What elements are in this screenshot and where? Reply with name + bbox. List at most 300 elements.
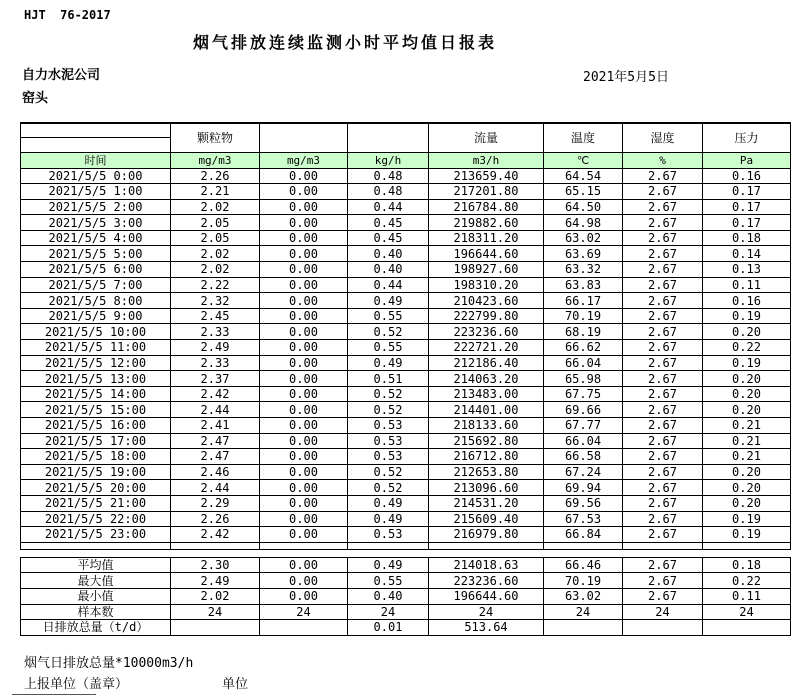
value-cell: 214531.20 — [429, 495, 544, 511]
value-cell: 65.98 — [544, 371, 623, 387]
empty-cell — [21, 542, 171, 549]
value-cell: 2.67 — [623, 230, 703, 246]
summary-label-cell: 最小值 — [21, 588, 171, 604]
value-cell: 2.67 — [623, 402, 703, 418]
col-header-particulate: 颗粒物 — [171, 123, 260, 152]
summary-value-cell — [703, 620, 791, 636]
value-cell: 0.19 — [703, 308, 791, 324]
time-cell: 2021/5/5 18:00 — [21, 449, 171, 465]
summary-label-cell: 样本数 — [21, 604, 171, 620]
time-cell: 2021/5/5 0:00 — [21, 168, 171, 184]
time-cell: 2021/5/5 19:00 — [21, 464, 171, 480]
summary-row — [21, 557, 791, 573]
value-cell: 0.55 — [348, 340, 429, 356]
value-cell: 218133.60 — [429, 418, 544, 434]
summary-row — [21, 604, 791, 620]
value-cell: 0.22 — [703, 340, 791, 356]
time-cell: 2021/5/5 12:00 — [21, 355, 171, 371]
time-cell: 2021/5/5 3:00 — [21, 215, 171, 231]
empty-cell — [260, 542, 348, 549]
summary-value-cell: 0.00 — [260, 573, 348, 589]
table-row — [21, 449, 791, 465]
table-row — [21, 277, 791, 293]
value-cell: 222721.20 — [429, 340, 544, 356]
unit-label: 单位 — [222, 677, 249, 692]
value-cell: 2.42 — [171, 386, 260, 402]
value-cell: 0.52 — [348, 402, 429, 418]
table-row — [21, 215, 791, 231]
empty-cell — [429, 542, 544, 549]
time-cell: 2021/5/5 2:00 — [21, 199, 171, 215]
value-cell: 2.67 — [623, 418, 703, 434]
value-cell: 69.56 — [544, 495, 623, 511]
value-cell: 0.00 — [260, 199, 348, 215]
value-cell: 0.20 — [703, 495, 791, 511]
summary-value-cell — [171, 620, 260, 636]
value-cell: 66.04 — [544, 433, 623, 449]
summary-value-cell: 513.64 — [429, 620, 544, 636]
doc-standard-code: HJT 76-2017 — [24, 8, 111, 22]
value-cell: 2.05 — [171, 215, 260, 231]
value-cell: 63.02 — [544, 230, 623, 246]
unit-celsius: ℃ — [544, 152, 623, 168]
col-header-temperature: 温度 — [544, 123, 623, 152]
value-cell: 0.55 — [348, 308, 429, 324]
value-cell: 198927.60 — [429, 262, 544, 278]
value-cell: 215609.40 — [429, 511, 544, 527]
value-cell: 0.49 — [348, 511, 429, 527]
time-cell: 2021/5/5 23:00 — [21, 527, 171, 543]
value-cell: 0.00 — [260, 308, 348, 324]
value-cell: 2.21 — [171, 184, 260, 200]
value-cell: 0.44 — [348, 199, 429, 215]
value-cell: 2.47 — [171, 449, 260, 465]
value-cell: 0.20 — [703, 386, 791, 402]
value-cell: 0.00 — [260, 262, 348, 278]
empty-row — [21, 542, 791, 549]
value-cell: 0.19 — [703, 527, 791, 543]
value-cell: 216784.80 — [429, 199, 544, 215]
summary-value-cell: 2.30 — [171, 557, 260, 573]
empty-cell — [623, 542, 703, 549]
time-header-bottom-cell — [21, 137, 171, 152]
value-cell: 0.00 — [260, 246, 348, 262]
value-cell: 64.98 — [544, 215, 623, 231]
value-cell: 2.67 — [623, 262, 703, 278]
summary-value-cell: 0.55 — [348, 573, 429, 589]
value-cell: 2.67 — [623, 386, 703, 402]
value-cell: 2.26 — [171, 168, 260, 184]
time-cell: 2021/5/5 21:00 — [21, 495, 171, 511]
summary-value-cell: 2.67 — [623, 573, 703, 589]
value-cell: 2.67 — [623, 308, 703, 324]
table-row — [21, 340, 791, 356]
value-cell: 198310.20 — [429, 277, 544, 293]
value-cell: 63.83 — [544, 277, 623, 293]
value-cell: 63.69 — [544, 246, 623, 262]
time-cell: 2021/5/5 7:00 — [21, 277, 171, 293]
value-cell: 2.29 — [171, 495, 260, 511]
value-cell: 0.48 — [348, 168, 429, 184]
value-cell: 68.19 — [544, 324, 623, 340]
value-cell: 214063.20 — [429, 371, 544, 387]
value-cell: 2.49 — [171, 340, 260, 356]
value-cell: 2.02 — [171, 199, 260, 215]
value-cell: 2.22 — [171, 277, 260, 293]
table-row — [21, 495, 791, 511]
empty-cell — [544, 542, 623, 549]
time-header-top-cell — [21, 123, 171, 137]
value-cell: 66.17 — [544, 293, 623, 309]
value-cell: 0.52 — [348, 386, 429, 402]
value-cell: 214401.00 — [429, 402, 544, 418]
table-row — [21, 464, 791, 480]
value-cell: 2.02 — [171, 262, 260, 278]
value-cell: 2.67 — [623, 168, 703, 184]
time-cell: 2021/5/5 4:00 — [21, 230, 171, 246]
summary-value-cell: 63.02 — [544, 588, 623, 604]
value-cell: 0.00 — [260, 480, 348, 496]
table-row — [21, 480, 791, 496]
value-cell: 0.20 — [703, 480, 791, 496]
value-cell: 2.46 — [171, 464, 260, 480]
time-cell: 2021/5/5 15:00 — [21, 402, 171, 418]
value-cell: 212653.80 — [429, 464, 544, 480]
value-cell: 196644.60 — [429, 246, 544, 262]
value-cell: 69.66 — [544, 402, 623, 418]
value-cell: 0.00 — [260, 449, 348, 465]
value-cell: 2.67 — [623, 433, 703, 449]
value-cell: 2.67 — [623, 449, 703, 465]
value-cell: 0.40 — [348, 246, 429, 262]
summary-row — [21, 588, 791, 604]
value-cell: 222799.80 — [429, 308, 544, 324]
value-cell: 213483.00 — [429, 386, 544, 402]
station-name: 窑头 — [22, 91, 49, 106]
time-column-label: 时间 — [21, 152, 171, 168]
value-cell: 216979.80 — [429, 527, 544, 543]
value-cell: 0.20 — [703, 371, 791, 387]
value-cell: 2.33 — [171, 355, 260, 371]
value-cell: 0.00 — [260, 215, 348, 231]
summary-value-cell: 0.49 — [348, 557, 429, 573]
summary-value-cell: 2.49 — [171, 573, 260, 589]
value-cell: 0.53 — [348, 433, 429, 449]
value-cell: 0.14 — [703, 246, 791, 262]
table-row — [21, 402, 791, 418]
value-cell: 0.53 — [348, 418, 429, 434]
value-cell: 66.62 — [544, 340, 623, 356]
value-cell: 0.17 — [703, 199, 791, 215]
summary-value-cell: 66.46 — [544, 557, 623, 573]
empty-cell — [703, 542, 791, 549]
table-row — [21, 371, 791, 387]
summary-value-cell: 24 — [703, 604, 791, 620]
col-header-blank-1 — [260, 123, 348, 152]
value-cell: 0.40 — [348, 262, 429, 278]
value-cell: 2.67 — [623, 277, 703, 293]
company-name: 自力水泥公司 — [22, 68, 101, 83]
unit-mg-m3-2: mg/m3 — [260, 152, 348, 168]
separator-section — [21, 542, 791, 557]
summary-value-cell — [623, 620, 703, 636]
value-cell: 2.32 — [171, 293, 260, 309]
value-cell: 2.67 — [623, 340, 703, 356]
summary-rows-section — [21, 557, 791, 635]
summary-value-cell: 196644.60 — [429, 588, 544, 604]
value-cell: 66.84 — [544, 527, 623, 543]
value-cell: 0.00 — [260, 418, 348, 434]
spacer-row — [21, 549, 791, 557]
value-cell: 2.67 — [623, 215, 703, 231]
value-cell: 0.00 — [260, 495, 348, 511]
value-cell: 69.94 — [544, 480, 623, 496]
table-row — [21, 262, 791, 278]
time-cell: 2021/5/5 16:00 — [21, 418, 171, 434]
value-cell: 0.45 — [348, 215, 429, 231]
report-table — [20, 122, 791, 636]
table-row — [21, 418, 791, 434]
summary-row — [21, 573, 791, 589]
summary-label-cell: 最大值 — [21, 573, 171, 589]
summary-value-cell — [544, 620, 623, 636]
spacer-cell — [21, 549, 791, 557]
value-cell: 0.49 — [348, 293, 429, 309]
value-cell: 0.53 — [348, 449, 429, 465]
value-cell: 2.67 — [623, 527, 703, 543]
value-cell: 2.67 — [623, 246, 703, 262]
value-cell: 0.00 — [260, 371, 348, 387]
summary-label-cell: 日排放总量（t/d） — [21, 620, 171, 636]
value-cell: 218311.20 — [429, 230, 544, 246]
table-row — [21, 433, 791, 449]
summary-value-cell: 24 — [260, 604, 348, 620]
value-cell: 2.67 — [623, 464, 703, 480]
summary-value-cell: 0.40 — [348, 588, 429, 604]
summary-row — [21, 620, 791, 636]
table-row — [21, 386, 791, 402]
table-row — [21, 184, 791, 200]
report-unit-label: 上报单位（盖章） — [24, 677, 129, 692]
summary-value-cell: 0.00 — [260, 588, 348, 604]
value-cell: 0.20 — [703, 402, 791, 418]
col-header-flow: 流量 — [429, 123, 544, 152]
footer-note: 烟气日排放总量*10000m3/h — [24, 656, 194, 671]
value-cell: 0.00 — [260, 324, 348, 340]
summary-value-cell: 223236.60 — [429, 573, 544, 589]
value-cell: 215692.80 — [429, 433, 544, 449]
data-rows-section — [21, 168, 791, 542]
summary-value-cell: 24 — [544, 604, 623, 620]
unit-header-row — [21, 152, 791, 168]
value-cell: 0.21 — [703, 433, 791, 449]
unit-mg-m3-1: mg/m3 — [171, 152, 260, 168]
value-cell: 2.67 — [623, 480, 703, 496]
value-cell: 0.00 — [260, 386, 348, 402]
value-cell: 0.00 — [260, 433, 348, 449]
summary-value-cell: 2.67 — [623, 588, 703, 604]
table-row — [21, 308, 791, 324]
time-cell: 2021/5/5 9:00 — [21, 308, 171, 324]
value-cell: 0.52 — [348, 480, 429, 496]
value-cell: 0.49 — [348, 495, 429, 511]
col-header-blank-2 — [348, 123, 429, 152]
table-row — [21, 199, 791, 215]
value-cell: 66.58 — [544, 449, 623, 465]
summary-value-cell — [260, 620, 348, 636]
value-cell: 0.17 — [703, 215, 791, 231]
table-row — [21, 324, 791, 340]
value-cell: 0.52 — [348, 464, 429, 480]
table-row — [21, 511, 791, 527]
summary-value-cell: 2.67 — [623, 557, 703, 573]
summary-value-cell: 0.11 — [703, 588, 791, 604]
value-cell: 2.26 — [171, 511, 260, 527]
time-cell: 2021/5/5 22:00 — [21, 511, 171, 527]
unit-m3-h: m3/h — [429, 152, 544, 168]
summary-value-cell: 24 — [623, 604, 703, 620]
value-cell: 0.49 — [348, 355, 429, 371]
empty-cell — [348, 542, 429, 549]
table-row — [21, 527, 791, 543]
time-cell: 2021/5/5 20:00 — [21, 480, 171, 496]
unit-kg-h: kg/h — [348, 152, 429, 168]
col-header-pressure: 压力 — [703, 123, 791, 152]
value-cell: 2.33 — [171, 324, 260, 340]
time-cell: 2021/5/5 8:00 — [21, 293, 171, 309]
value-cell: 0.00 — [260, 184, 348, 200]
value-cell: 0.20 — [703, 464, 791, 480]
value-cell: 0.16 — [703, 293, 791, 309]
value-cell: 219882.60 — [429, 215, 544, 231]
summary-value-cell: 0.22 — [703, 573, 791, 589]
value-cell: 67.75 — [544, 386, 623, 402]
value-cell: 2.44 — [171, 402, 260, 418]
time-cell: 2021/5/5 11:00 — [21, 340, 171, 356]
summary-value-cell: 214018.63 — [429, 557, 544, 573]
value-cell: 0.00 — [260, 168, 348, 184]
value-cell: 64.50 — [544, 199, 623, 215]
value-cell: 0.52 — [348, 324, 429, 340]
value-cell: 0.48 — [348, 184, 429, 200]
summary-value-cell: 0.00 — [260, 557, 348, 573]
table-row — [21, 246, 791, 262]
value-cell: 64.54 — [544, 168, 623, 184]
value-cell: 213096.60 — [429, 480, 544, 496]
value-cell: 0.00 — [260, 527, 348, 543]
time-cell: 2021/5/5 10:00 — [21, 324, 171, 340]
time-cell: 2021/5/5 14:00 — [21, 386, 171, 402]
value-cell: 0.13 — [703, 262, 791, 278]
value-cell: 0.00 — [260, 277, 348, 293]
value-cell: 2.05 — [171, 230, 260, 246]
value-cell: 0.00 — [260, 230, 348, 246]
value-cell: 2.67 — [623, 511, 703, 527]
value-cell: 216712.80 — [429, 449, 544, 465]
value-cell: 2.02 — [171, 246, 260, 262]
value-cell: 0.44 — [348, 277, 429, 293]
value-cell: 67.53 — [544, 511, 623, 527]
summary-value-cell: 0.01 — [348, 620, 429, 636]
value-cell: 67.24 — [544, 464, 623, 480]
summary-value-cell: 2.02 — [171, 588, 260, 604]
report-date: 2021年5月5日 — [583, 70, 669, 85]
summary-label-cell: 平均值 — [21, 557, 171, 573]
value-cell: 2.67 — [623, 371, 703, 387]
time-cell: 2021/5/5 17:00 — [21, 433, 171, 449]
value-cell: 223236.60 — [429, 324, 544, 340]
value-cell: 213659.40 — [429, 168, 544, 184]
value-cell: 0.00 — [260, 340, 348, 356]
value-cell: 2.44 — [171, 480, 260, 496]
time-cell: 2021/5/5 1:00 — [21, 184, 171, 200]
value-cell: 0.11 — [703, 277, 791, 293]
value-cell: 0.00 — [260, 293, 348, 309]
value-cell: 0.00 — [260, 402, 348, 418]
value-cell: 2.67 — [623, 199, 703, 215]
empty-cell — [171, 542, 260, 549]
bottom-edge-line — [12, 694, 96, 695]
summary-value-cell: 0.18 — [703, 557, 791, 573]
value-cell: 0.20 — [703, 324, 791, 340]
value-cell: 2.67 — [623, 495, 703, 511]
summary-value-cell: 70.19 — [544, 573, 623, 589]
value-cell: 0.53 — [348, 527, 429, 543]
time-cell: 2021/5/5 5:00 — [21, 246, 171, 262]
value-cell: 2.67 — [623, 355, 703, 371]
value-cell: 217201.80 — [429, 184, 544, 200]
value-cell: 0.21 — [703, 449, 791, 465]
time-cell: 2021/5/5 13:00 — [21, 371, 171, 387]
value-cell: 0.45 — [348, 230, 429, 246]
col-header-humidity: 湿度 — [623, 123, 703, 152]
value-cell: 0.19 — [703, 511, 791, 527]
unit-percent: % — [623, 152, 703, 168]
value-cell: 0.51 — [348, 371, 429, 387]
table-row — [21, 293, 791, 309]
value-cell: 2.42 — [171, 527, 260, 543]
summary-value-cell: 24 — [171, 604, 260, 620]
value-cell: 65.15 — [544, 184, 623, 200]
value-cell: 0.00 — [260, 511, 348, 527]
value-cell: 0.00 — [260, 464, 348, 480]
value-cell: 0.17 — [703, 184, 791, 200]
value-cell: 210423.60 — [429, 293, 544, 309]
value-cell: 70.19 — [544, 308, 623, 324]
page-title: 烟气排放连续监测小时平均值日报表 — [192, 33, 497, 52]
value-cell: 2.41 — [171, 418, 260, 434]
value-cell: 212186.40 — [429, 355, 544, 371]
value-cell: 0.16 — [703, 168, 791, 184]
summary-value-cell: 24 — [348, 604, 429, 620]
unit-pa: Pa — [703, 152, 791, 168]
value-cell: 2.67 — [623, 293, 703, 309]
value-cell: 66.04 — [544, 355, 623, 371]
value-cell: 63.32 — [544, 262, 623, 278]
group-header-row — [21, 123, 791, 137]
time-cell: 2021/5/5 6:00 — [21, 262, 171, 278]
value-cell: 2.47 — [171, 433, 260, 449]
table-row — [21, 355, 791, 371]
value-cell: 2.45 — [171, 308, 260, 324]
summary-value-cell: 24 — [429, 604, 544, 620]
value-cell: 67.77 — [544, 418, 623, 434]
table-header — [21, 123, 791, 168]
value-cell: 2.37 — [171, 371, 260, 387]
value-cell: 0.19 — [703, 355, 791, 371]
table-row — [21, 168, 791, 184]
value-cell: 0.18 — [703, 230, 791, 246]
